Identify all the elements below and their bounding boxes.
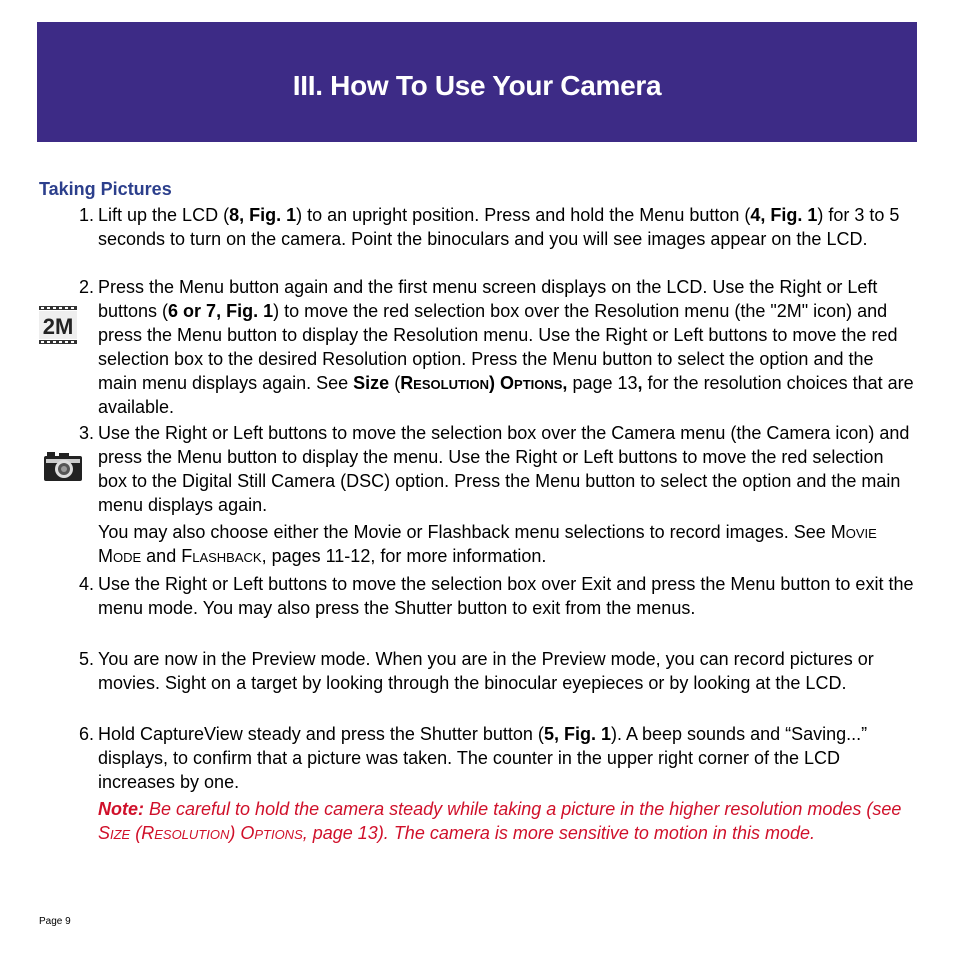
page-number: Page 9 — [39, 916, 71, 927]
page-title: III. How To Use Your Camera — [292, 70, 662, 101]
step-text: Use the Right or Left buttons to move the selection box over the Camera menu (the Camera icon) and press the Menu button to display the menu. Use the Right or Left buttons to move the red selection box to the Digital Still Camera (DSC) option. Press the Menu button to select the option and the main menu displays again. — [98, 423, 910, 515]
step-number: 2. — [79, 277, 95, 297]
step-text: Lift up the LCD (8, Fig. 1) to an upright position. Press and hold the Menu button (4, Fig. 1) for 3 to 5 seconds to turn on the camera. Point the binoculars and you will see images appear on the LCD. — [98, 205, 900, 249]
step-number: 1. — [79, 205, 95, 225]
step-number: 6. — [79, 724, 95, 744]
step-text: Use the Right or Left buttons to move the selection box over Exit and press the Menu button to exit the menu mode. You may also press the Shutter button to exit from the menus. — [98, 574, 914, 618]
step-number: 3. — [79, 423, 95, 443]
resolution-icon-label: 2M — [42, 314, 74, 339]
step-text: You are now in the Preview mode. When you are in the Preview mode, you can record pictures or movies. Sight on a target by looking through the binocular eyepieces or by looking at the LCD. — [98, 649, 874, 693]
step-number: 5. — [79, 649, 95, 669]
step-number: 4. — [79, 574, 95, 594]
title-banner — [37, 22, 917, 142]
section-heading: Taking Pictures — [39, 179, 172, 199]
note-text: Note: Be careful to hold the camera steady while taking a picture in the higher resolution modes (see Size (Resolution) Options, page 13). The camera is more sensitive to motion in this mode. — [98, 799, 902, 843]
step-text: Hold CaptureView steady and press the Shutter button (5, Fig. 1). A beep sounds and “Saving...” displays, to confirm that a picture was taken. The counter in the upper right corner of the LCD increases by one. — [98, 724, 868, 792]
camera-icon — [43, 450, 83, 482]
resolution-2m-icon — [39, 306, 77, 344]
step-extra-text: You may also choose either the Movie or Flashback menu selections to record images. See Movie Mode and Flashback, pages 11-12, for more information. — [98, 522, 877, 566]
step-text: Press the Menu button again and the first menu screen displays on the LCD. Use the Right or Left buttons (6 or 7, Fig. 1) to move the red selection box over the Resolution menu (the "2M" icon) and press the Menu button to display the Resolution menu. Use the Right or Left buttons to move the red selection box to the desired Resolution option. Press the Menu button to select the option and the main menu displays again. See Size (Resolution) Options, page 13, for the resolution choices that are available. — [98, 277, 914, 417]
